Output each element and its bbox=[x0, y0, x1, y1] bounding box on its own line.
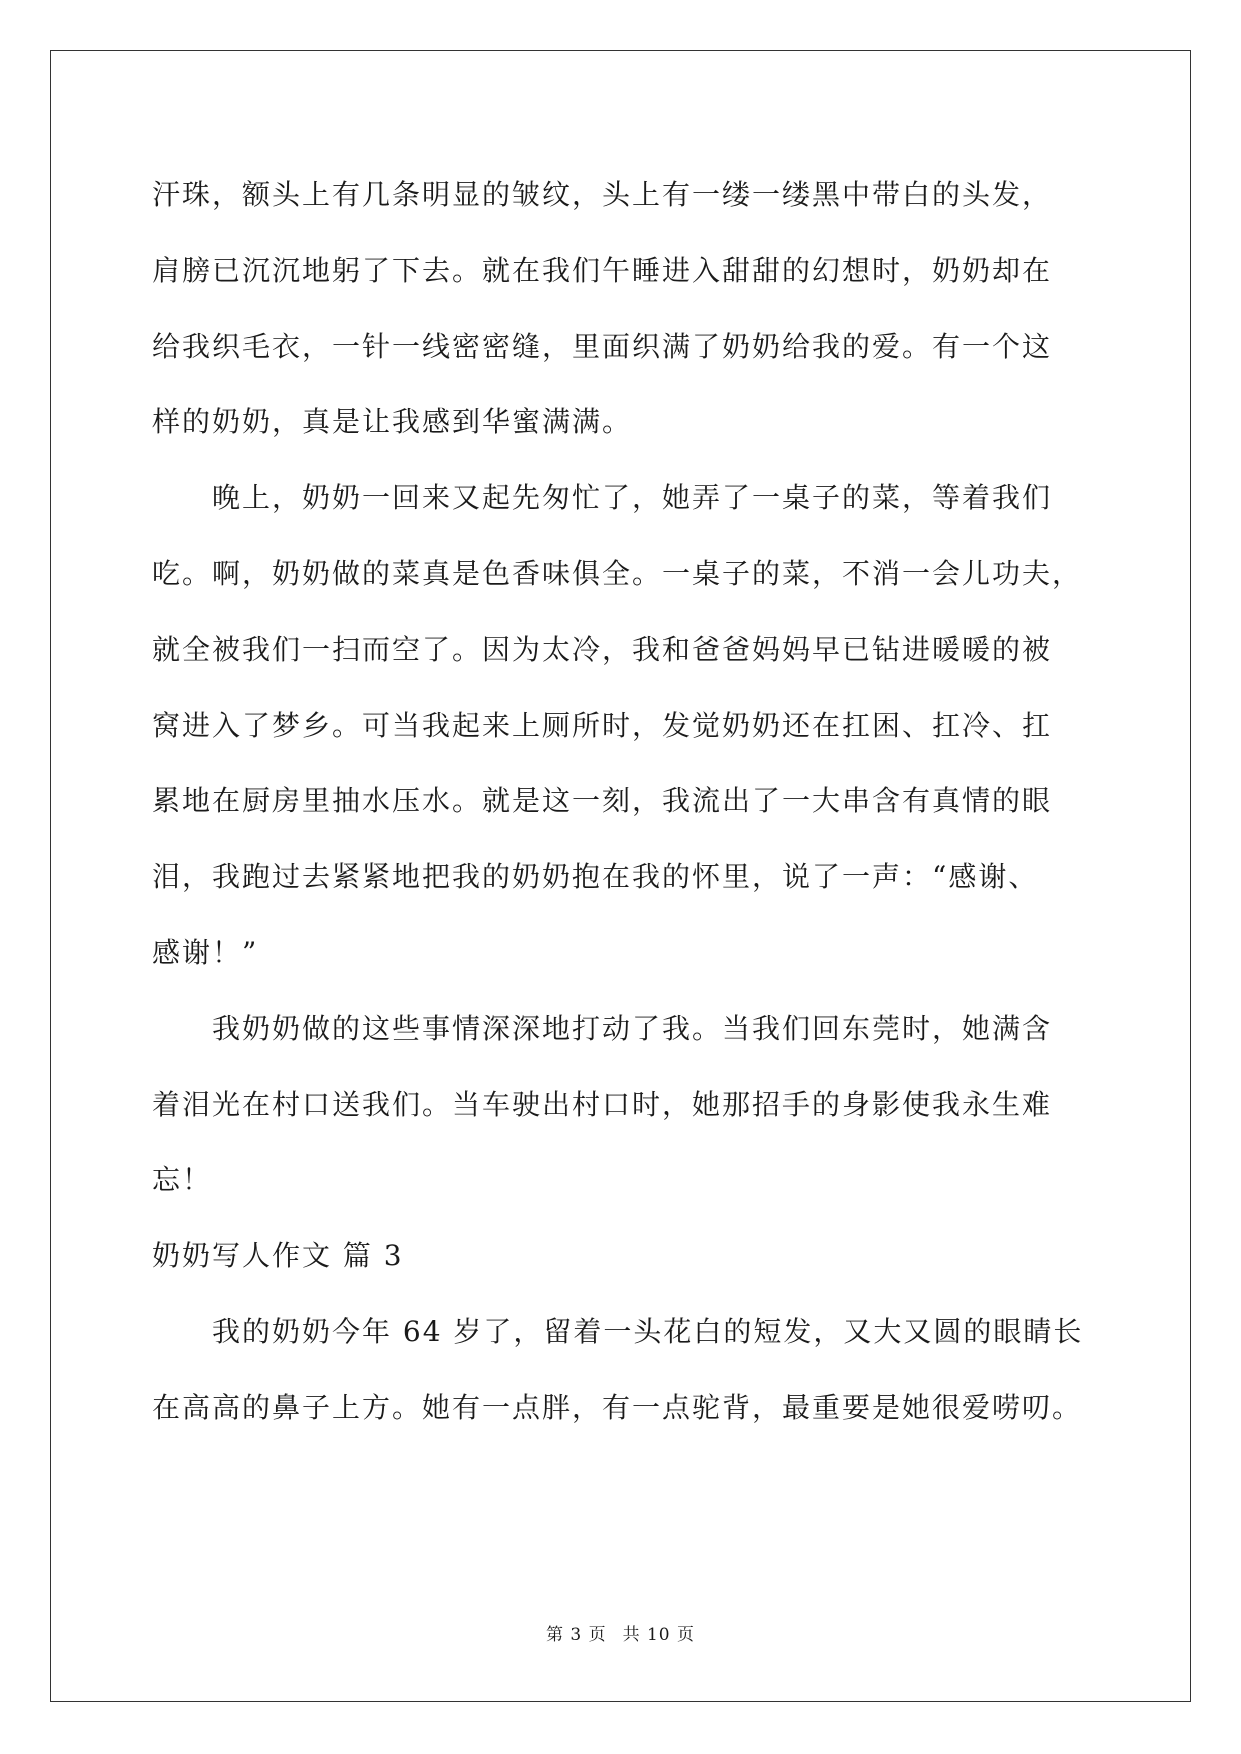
section-heading: 奶奶写人作文 篇 3 bbox=[152, 1239, 404, 1273]
text-line: 样的奶奶，真是让我感到华蜜满满。 bbox=[152, 405, 633, 439]
text-line: 窝进入了梦乡。可当我起来上厕所时，发觉奶奶还在扛困、扛冷、扛 bbox=[152, 708, 1053, 742]
document-body bbox=[152, 157, 1092, 1446]
text-line: 就全被我们一扫而空了。因为太冷，我和爸爸妈妈早已钻进暖暖的被 bbox=[152, 632, 1053, 666]
text-line: 给我织毛衣，一针一线密密缝，里面织满了奶奶给我的爱。有一个这 bbox=[152, 329, 1053, 363]
page-footer bbox=[0, 1620, 1241, 1645]
text-line: 吃。啊，奶奶做的菜真是色香味俱全。一桌子的菜，不消一会儿功夫， bbox=[152, 556, 1083, 590]
text-line: 泪，我跑过去紧紧地把我的奶奶抱在我的怀里，说了一声：“感谢、 bbox=[152, 860, 1039, 894]
paragraph-start-line: 我的奶奶今年 64 岁了，留着一头花白的短发，又大又圆的眼睛长 bbox=[212, 1314, 1084, 1348]
text-line: 在高高的鼻子上方。她有一点胖，有一点驼背，最重要是她很爱唠叨。 bbox=[152, 1390, 1083, 1424]
paragraph-start-line: 我奶奶做的这些事情深深地打动了我。当我们回东莞时，她满含 bbox=[212, 1011, 1053, 1045]
page-total: 共 10 页 bbox=[622, 1625, 696, 1645]
text-line: 着泪光在村口送我们。当车驶出村口时，她那招手的身影使我永生难 bbox=[152, 1087, 1053, 1121]
text-line: 肩膀已沉沉地躬了下去。就在我们午睡进入甜甜的幻想时，奶奶却在 bbox=[152, 253, 1053, 287]
paragraph-start-line: 晚上，奶奶一回来又起先匆忙了，她弄了一桌子的菜，等着我们 bbox=[212, 481, 1053, 515]
text-line: 汗珠，额头上有几条明显的皱纹，头上有一缕一缕黑中带白的头发， bbox=[152, 178, 1053, 211]
page-number: 第 3 页 bbox=[545, 1625, 607, 1645]
text-line: 累地在厨房里抽水压水。就是这一刻，我流出了一大串含有真情的眼 bbox=[152, 784, 1053, 818]
text-line: 忘！ bbox=[152, 1163, 213, 1197]
text-line: 感谢！” bbox=[152, 935, 259, 969]
